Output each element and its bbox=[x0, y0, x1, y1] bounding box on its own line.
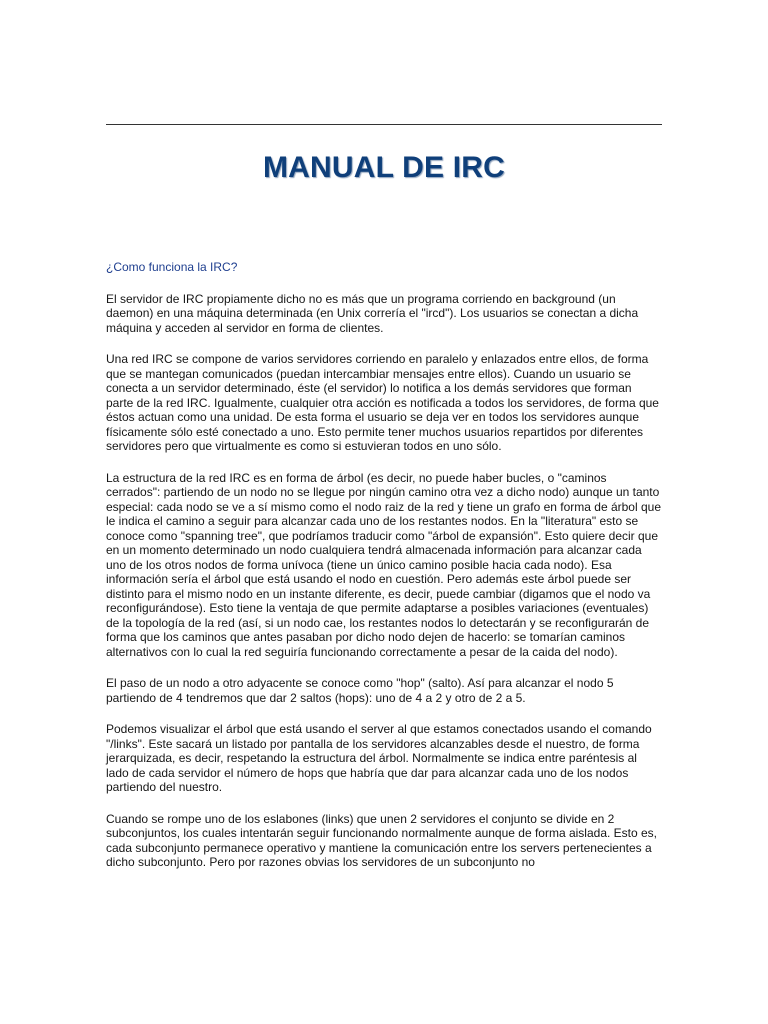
paragraph-3: La estructura de la red IRC es en forma de árbol (es decir, no puede haber bucles, o "caminos cerrados": partiendo de un nodo no se llegue por ningún camino otra vez a dicho nodo) aunque un tanto especial: cada nodo se ve a sí mismo como el nodo raiz de la red y tiene un grafo en forma de árbol que le indica el camino a seguir para alcanzar cada uno de los restantes nodos. En la "literatura" esto se conoce como "spanning tree", que podríamos traducir como "árbol de expansión". Esto quiere decir que en un momento determinado un nodo cualquiera tendrá almacenada información para alcanzar cada uno de los otros nodos de forma unívoca (tiene un único camino posible hacia cada nodo). Esa información sería el árbol que está usando el nodo en cuestión. Pero además este árbol puede ser distinto para el mismo nodo en un instante diferente, es decir, puede cambiar (digamos que el nodo va reconfigurándose). Esto tiene la ventaja de que permite adaptarse a posibles variaciones (eventuales) de la topología de la red (así, si un nodo cae, los restantes nodos lo detectarán y se reconfigurarán de forma que los caminos que antes pasaban por dicho nodo dejen de hacerlo: se tomarían caminos alternativos con lo cual la red seguiría funcionando correctamente a pesar de la caida del nodo). bbox=[106, 470, 661, 659]
paragraph-2: Una red IRC se compone de varios servidores corriendo en paralelo y enlazados entre ellos, de forma que se mantegan comunicados (puedan intercambiar mensajes entre ellos). Cuando un usuario se conecta a un servidor determinado, éste (el servidor) lo notifica a los demás servidores que forman parte de la red IRC. Igualmente, cualquier otra acción es notificada a todos los servidores, de forma que éstos actuan como una unidad. De esta forma el usuario se deja ver en todos los servidores aunque físicamente sólo esté conectado a uno. Esto permite tener muchos usuarios repartidos por diferentes servidores pero que virtualmente es como si estuvieran todos en uno sólo. bbox=[106, 352, 659, 453]
paragraph-5: Podemos visualizar el árbol que está usando el server al que estamos conectados usando el comando "/links". Este sacará un listado por pantalla de los servidores alcanzables desde el nuestro, de forma jerarquizada, es decir, respetando la estructura del árbol. Normalmente se indica entre paréntesis al lado de cada servidor el número de hops que habría que dar para alcanzar cada uno de los nodos partiendo del nuestro. bbox=[106, 722, 652, 794]
paragraph-4: El paso de un nodo a otro adyacente se conoce como "hop" (salto). Así para alcanzar el nodo 5 partiendo de 4 tendremos que dar 2 saltos (hops): uno de 4 a 2 y otro de 2 a 5. bbox=[106, 676, 614, 705]
document-title: MANUAL DE IRC bbox=[262, 151, 506, 184]
top-horizontal-rule bbox=[106, 124, 662, 125]
section-heading: ¿Como funciona la IRC? bbox=[106, 260, 238, 274]
document-body bbox=[106, 260, 662, 887]
paragraph-1: El servidor de IRC propiamente dicho no es más que un programa corriendo en background (un daemon) en una máquina determinada (en Unix correría el "ircd"). Los usuarios se conectan a dicha máquina y acceden al servidor en forma de clientes. bbox=[106, 291, 639, 335]
paragraph-6: Cuando se rompe uno de los eslabones (links) que unen 2 servidores el conjunto se divide en 2 subconjuntos, los cuales intentarán seguir funcionando normalmente aunque de forma aislada. Esto es, cada subconjunto permanece operativo y mantiene la comunicación entre los servers pertenecientes a dicho subconjunto. Pero por razones obvias los servidores de un subconjunto no bbox=[106, 811, 658, 869]
